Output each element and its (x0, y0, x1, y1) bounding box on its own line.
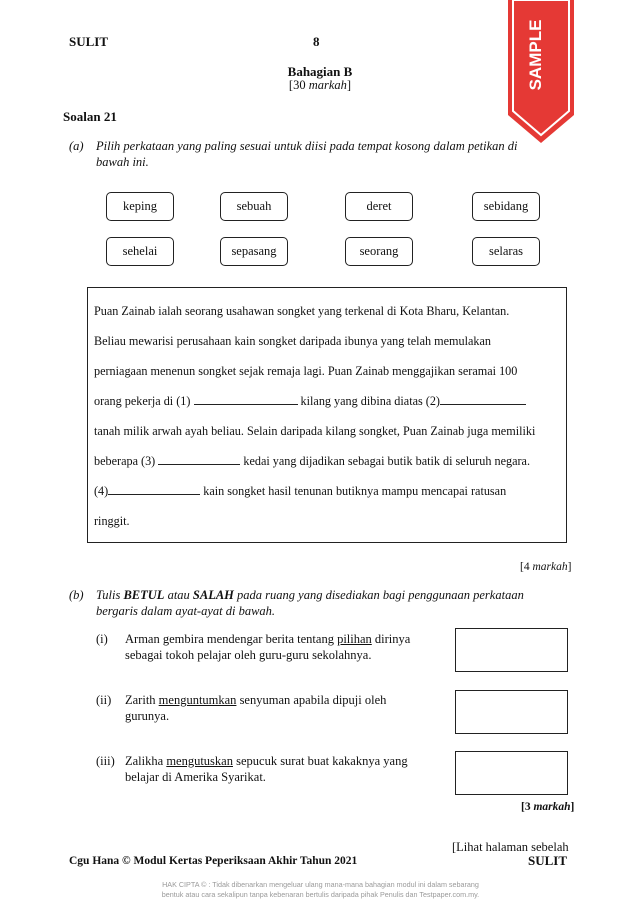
question-label: Soalan 21 (63, 109, 117, 124)
passage-line-6: beberapa (3) kedai yang dijadikan sebagai butik batik di seluruh negara. (94, 454, 530, 468)
blank-4[interactable] (108, 484, 200, 495)
sample-watermark (506, 0, 576, 145)
item-i-number: (i) (96, 632, 108, 646)
answer-box-iii[interactable] (455, 751, 568, 795)
footer-credit: Cgu Hana © Modul Kertas Peperiksaan Akhir Tahun 2021 (69, 855, 358, 867)
word-box-6: sepasang (220, 237, 288, 266)
word-box-7: seorang (345, 237, 413, 266)
passage-line-5: tanah milik arwah ayah beliau. Selain daripada kilang songket, Puan Zainab juga memiliki (94, 424, 536, 438)
part-a-label: (a) (69, 139, 84, 153)
footer-sulit: SULIT (528, 853, 568, 868)
section-marks: [30 markah] (288, 78, 352, 92)
item-i-text: Arman gembira mendengar berita tentang pilihan dirinya sebagai tokoh pelajar oleh guru-guru sekolahnya. (125, 632, 411, 662)
blank-1[interactable] (194, 394, 298, 405)
word-box-8: selaras (472, 237, 540, 266)
part-b-label: (b) (69, 588, 84, 602)
blank-2[interactable] (440, 394, 526, 405)
part-b-marks: [3 markah] (521, 801, 575, 813)
word-box-3: deret (345, 192, 413, 221)
item-ii-number: (ii) (96, 693, 112, 707)
next-page-note: [Lihat halaman sebelah (452, 840, 569, 854)
word-box-2: sebuah (220, 192, 288, 221)
blank-3[interactable] (158, 454, 240, 465)
watermark-text: SAMPLE (526, 19, 545, 91)
word-box-4: sebidang (472, 192, 540, 221)
passage-line-1: Puan Zainab ialah seorang usahawan songket yang terkenal di Kota Bharu, Kelantan. (94, 304, 510, 318)
item-iii-text: Zalikha mengutuskan sepucuk surat buat kakaknya yang belajar di Amerika Syarikat. (125, 754, 408, 784)
item-iii-number: (iii) (96, 754, 115, 768)
passage-line-4: orang pekerja di (1) kilang yang dibina diatas (2) (94, 394, 526, 409)
word-box-5: sehelai (106, 237, 174, 266)
copyright-line-1: HAK CIPTA © : Tidak dibenarkan mengeluar ulang mana-mana bahagian modul ini dalam sebarang (162, 880, 479, 889)
page-number: 8 (313, 34, 320, 49)
section-title: Bahagian B (287, 64, 353, 79)
part-a-marks: [4 markah] (520, 561, 572, 573)
answer-box-ii[interactable] (455, 690, 568, 734)
passage-line-7: (4) kain songket hasil tenunan butiknya mampu mencapai ratusan (94, 484, 507, 498)
part-a-instruction: Pilih perkataan yang paling sesuai untuk diisi pada tempat kosong dalam petikan di bawah ini. (96, 139, 518, 169)
passage-box (87, 287, 567, 543)
passage-line-8: ringgit. (94, 514, 130, 528)
answer-box-i[interactable] (455, 628, 568, 672)
item-ii-text: Zarith menguntumkan senyuman apabila dipuji oleh gurunya. (125, 693, 387, 723)
copyright-line-2: bentuk atau cara sekalipun tanpa kebenaran bertulis daripada pihak Penulis dan Testpaper.com.my. (161, 890, 480, 899)
part-b-instruction: Tulis BETUL atau SALAH pada ruang yang disediakan bagi penggunaan perkataan bergaris dalam ayat-ayat di bawah. (96, 588, 524, 618)
header-sulit: SULIT (69, 34, 109, 49)
passage-line-3: perniagaan menenun songket sejak remaja lagi. Puan Zainab menggajikan seramai 100 (94, 364, 518, 378)
word-box-1: keping (106, 192, 174, 221)
passage-line-2: Beliau mewarisi perusahaan kain songket daripada ibunya yang telah memulakan (94, 334, 491, 348)
